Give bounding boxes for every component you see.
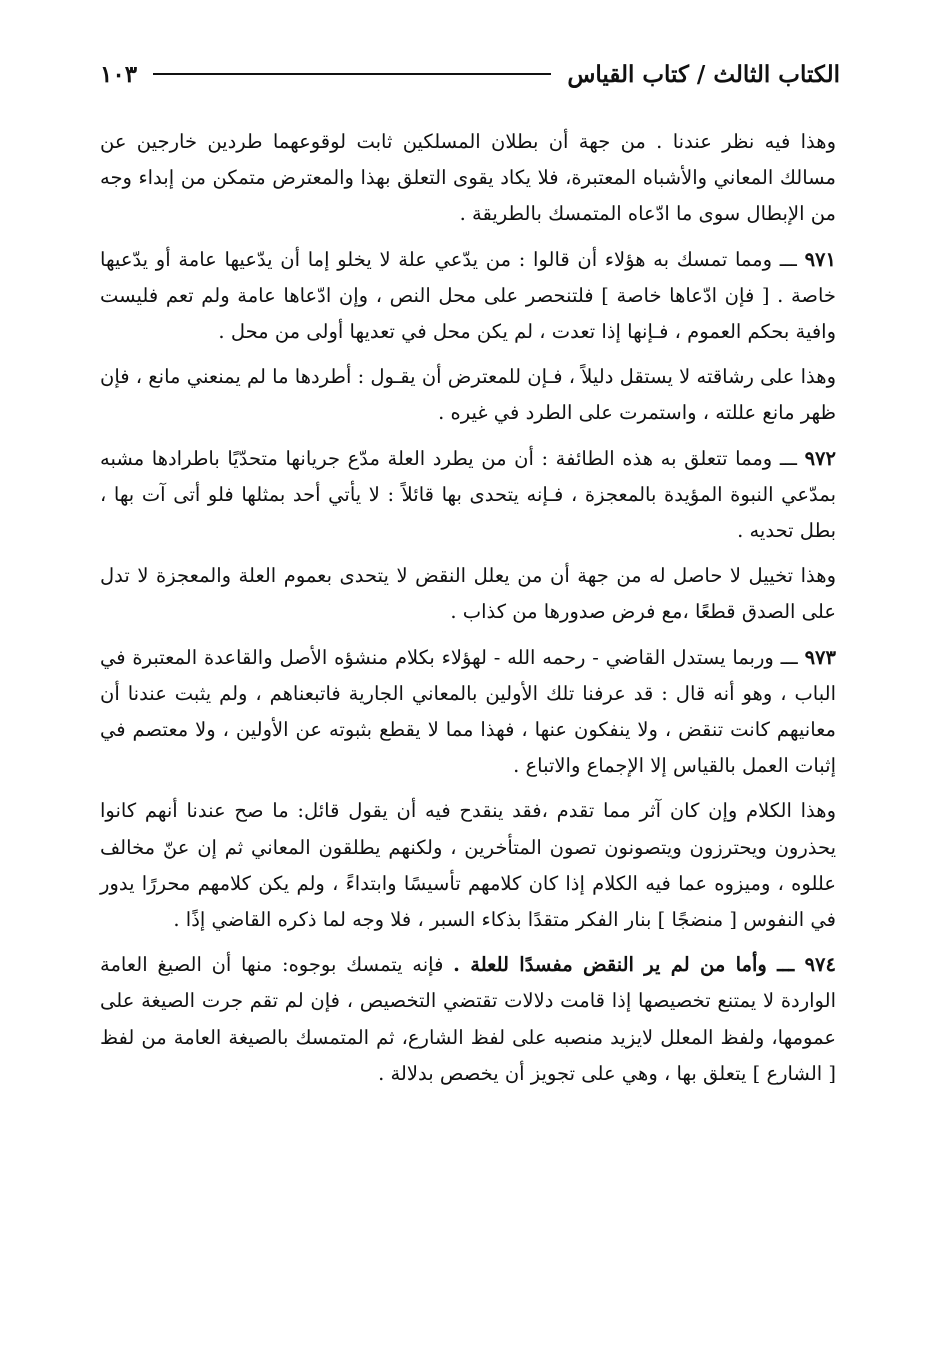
paragraph-text: وهذا الكلام وإن كان آثر مما تقدم ،فقد ينقدح فيه أن يقول قائل: ما صح عندنا أنهم كانوا يحذرون ويحترزون ويتصونون تصون المتأخرين ، ولكنهم يطلقون المعاني ثم إن عنّ مخالف عللوه ، وميزوه عما فيه الكلام إذا كان كلامهم تأسيسًا وابتداءً ، ولم يكن كلامهم محررًا يدور في النفوس [ منضجًا ] بنار الفكر متقدًا بذكاء السبر ، فلا وجه لما ذكره القاضي إذًا . [100, 799, 836, 932]
numbered-paragraph [100, 947, 836, 1092]
paragraph [100, 124, 836, 233]
paragraph-number: ٩٧٤ [804, 953, 836, 977]
page-number: ١٠٣ [100, 60, 138, 88]
paragraph-number: ٩٧١ [804, 247, 836, 271]
paragraph [100, 558, 836, 630]
paragraph-text: وهذا فيه نظر عندنا . من جهة أن بطلان المسلكين ثابت لوقوعهما طردين خارجين عن مسالك المعاني والأشباه المعتبرة، فلا يكاد يقوى التعلق بهذا والمعترض متمكن من إبداء وجه من الإبطال سوى ما ادّعاه المتمسك بالطريقة . [100, 130, 836, 226]
paragraph-lead: ـــ وأما من لم ير النقض مفسدًا للعلة . [453, 953, 805, 977]
running-title: الكتاب الثالث / كتاب القياس [567, 60, 840, 88]
paragraph-number: ٩٧٢ [804, 446, 836, 470]
paragraph-number: ٩٧٣ [804, 645, 836, 669]
body-text [100, 124, 836, 1101]
paragraph-text: وهذا على رشاقته لا يستقل دليلاً ، فـإن للمعترض أن يقـول : أطردها ما لم يمنعني مانع ، فإن ظهر مانع عللته ، واستمرت على الطرد في غيره . [100, 365, 836, 425]
paragraph-text: ـــ ومما تمسك به هؤلاء أن قالوا : من يدّعي علة لا يخلو إما أن يدّعيها عامة أو يدّعيها خاصة . [ فإن ادّعاها خاصة ] فلتنحصر على محل النص ، وإن ادّعاها عامة ولم تعم فليست وافية بحكم العموم ، فـإنها إذا تعدت ، لم يكن محل في تعديها أولى من محل . [100, 247, 836, 344]
page-header [100, 52, 840, 96]
paragraph-text: ـــ ومما تتعلق به هذه الطائفة : أن من يطرد العلة مدّع جريانها متحدّيًا باطرادها مشبه بمدّعي النبوة المؤيدة بالمعجزة ، فـإنه يتحدى بها قائلاً : لا يأتي أحد بمثلها فلو أتى آت بها ، بطل تحديه . [100, 446, 836, 543]
header-rule [153, 73, 551, 75]
numbered-paragraph [100, 242, 836, 351]
numbered-paragraph [100, 640, 836, 785]
paragraph-text: فإنه يتمسك بوجوه: منها أن الصيغ العامة الواردة لا يمتنع تخصيصها إذا قامت دلالات تقتضي التخصيص ، فإن لم تقم جرت الصيغة على عمومها، ولفظ المعلل لايزيد منصبه على لفظ الشارع، ثم المتمسك بالصيغة العامة من لفظ [ الشارع ] يتعلق بها ، وهي على تجويز أن يخصص بدلالة . [100, 953, 836, 1085]
paragraph [100, 359, 836, 431]
paragraph-text: وهذا تخييل لا حاصل له من جهة أن من يعلل النقض لا يتحدى بعموم العلة والمعجزة لا تدل على الصدق قطعًا ،مع فرض صدورها من كذاب . [100, 564, 836, 624]
paragraph [100, 793, 836, 938]
paragraph-text: ـــ وربما يستدل القاضي - رحمه الله - لهؤلاء بكلام منشؤه الأصل والقاعدة المعتبرة في الباب ، وهو أنه قال : قد عرفنا تلك الأولين بالمعاني الجارية فاتبعناهم ، ولم يثبت عندنا أن معانيهم كانت تنقض ، ولا ينفكون عنها ، فهذا مما لا يقطع بثبوته عن الأولين ، ولا معتصم في إثبات العمل بالقياس إلا الإجماع والاتباع . [100, 645, 836, 778]
numbered-paragraph [100, 441, 836, 550]
